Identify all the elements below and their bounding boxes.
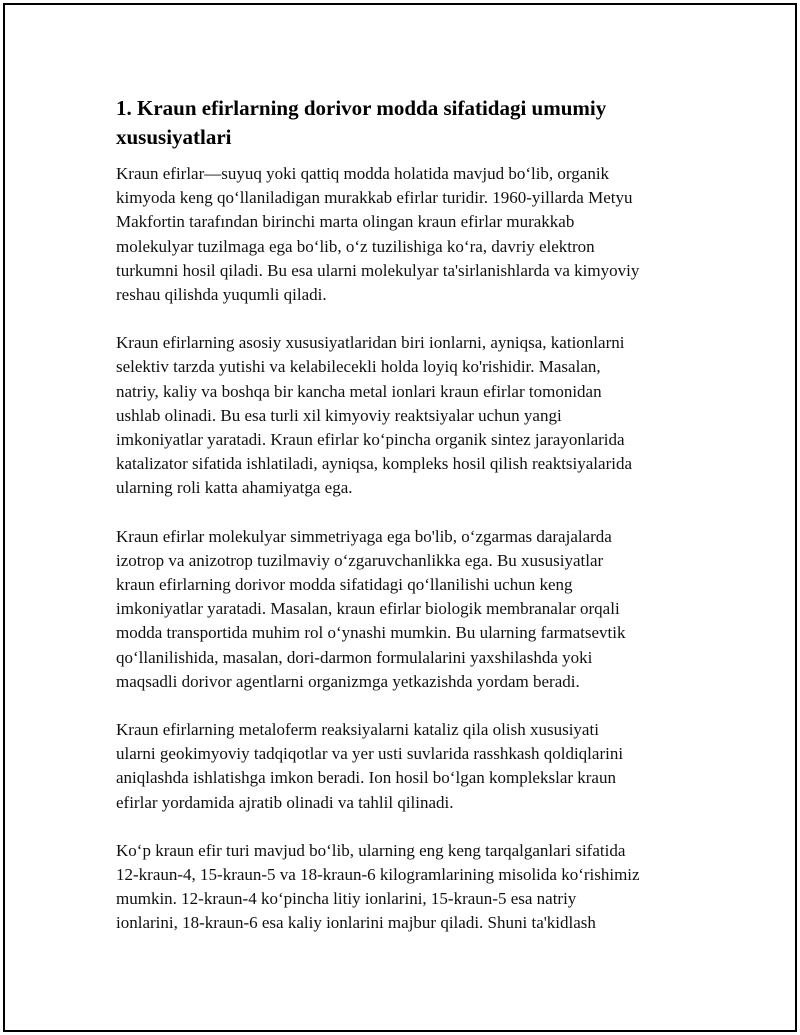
text-line: modda transportida muhim rol o‘ynashi mumkin. Bu ularning farmatsevtik: [116, 623, 626, 643]
text-line: Kraun efirlarning metaloferm reaksiyalarni kataliz qila olish xususiyati: [116, 720, 599, 740]
paragraph-4: [116, 718, 696, 815]
text-line: 12-kraun-4, 15-kraun-5 va 18-kraun-6 kilogramlarining misolida ko‘rishimiz: [116, 865, 640, 885]
text-line: kraun efirlarning dorivor modda sifatidagi qo‘llanilishi uchun keng: [116, 575, 573, 595]
text-line: Ko‘p kraun efir turi mavjud bo‘lib, ularning eng keng tarqalganlari sifatida: [116, 840, 626, 860]
section-heading: [116, 94, 696, 152]
paragraph-3: [116, 525, 696, 694]
text-line: selektiv tarzda yutishi va kelabilecekli holda loyiq ko'rishidir. Masalan,: [116, 357, 601, 377]
text-line: maqsadli dorivor agentlarni organizmga yetkazishda yordam beradi.: [116, 671, 580, 691]
document-body: [116, 94, 696, 960]
text-line: molekulyar tuzilmaga ega bo‘lib, o‘z tuzilishiga ko‘ra, davriy elektron: [116, 236, 595, 256]
paragraph-2: [116, 331, 696, 500]
text-line: Kraun efirlar—suyuq yoki qattiq modda holatida mavjud bo‘lib, organik: [116, 164, 610, 183]
text-line: kimyoda keng qo‘llaniladigan murakkab efirlar turidir. 1960-yillarda Metyu: [116, 188, 633, 208]
text-line: turkumni hosil qiladi. Bu esa ularni molekulyar ta'sirlanishlarda va kimyoviy: [116, 260, 640, 280]
text-line: ularning roli katta ahamiyatga ega.: [116, 478, 353, 498]
text-line: Makfortin tarafından birinchi marta olingan kraun efirlar murakkab: [116, 212, 575, 232]
text-line: Kraun efirlar molekulyar simmetriyaga ega bo'lib, o‘zgarmas darajalarda: [116, 526, 612, 546]
text-line: aniqlashda ishlatishga imkon beradi. Ion hosil bo‘lgan komplekslar kraun: [116, 768, 616, 788]
text-line: imkoniyatlar yaratadi. Kraun efirlar ko‘pincha organik sintez jarayonlarida: [116, 430, 625, 450]
text-line: mumkin. 12-kraun-4 ko‘pincha litiy ionlarini, 15-kraun-5 esa natriy: [116, 889, 577, 909]
text-line: katalizator sifatida ishlatiladi, ayniqsa, kompleks hosil qilish reaktsiyalarida: [116, 454, 633, 474]
text-line: reshau qilishda yuqumli qiladi.: [116, 285, 327, 305]
text-line: ushlab olinadi. Bu esa turli xil kimyoviy reaktsiyalar uchun yangi: [116, 405, 562, 425]
text-line: efirlar yordamida ajratib olinadi va tahlil qilinadi.: [116, 792, 454, 812]
heading-line: 1. Kraun efirlarning dorivor modda sifatidagi umumiy: [116, 96, 607, 120]
text-line: qo‘llanilishida, masalan, dori-darmon formulalarini yaxshilashda yoki: [116, 647, 593, 667]
heading-line: xususiyatlari: [116, 125, 232, 149]
text-line: imkoniyatlar yaratadi. Masalan, kraun efirlar biologik membranalar orqali: [116, 599, 620, 619]
paragraph-1: [116, 162, 696, 307]
paragraph-5: [116, 839, 696, 936]
text-line: ionlarini, 18-kraun-6 esa kaliy ionlarini majbur qiladi. Shuni ta'kidlash: [116, 913, 596, 933]
text-line: natriy, kaliy va boshqa bir kancha metal ionlari kraun efirlar tomonidan: [116, 381, 602, 401]
text-line: ularni geokimyoviy tadqiqotlar va yer usti suvlarida rasshkash qoldiqlarini: [116, 744, 624, 764]
text-line: izotrop va anizotrop tuzilmaviy o‘zgaruvchanlikka ega. Bu xususiyatlar: [116, 550, 604, 570]
text-line: Kraun efirlarning asosiy xususiyatlaridan biri ionlarni, ayniqsa, kationlarni: [116, 333, 625, 353]
